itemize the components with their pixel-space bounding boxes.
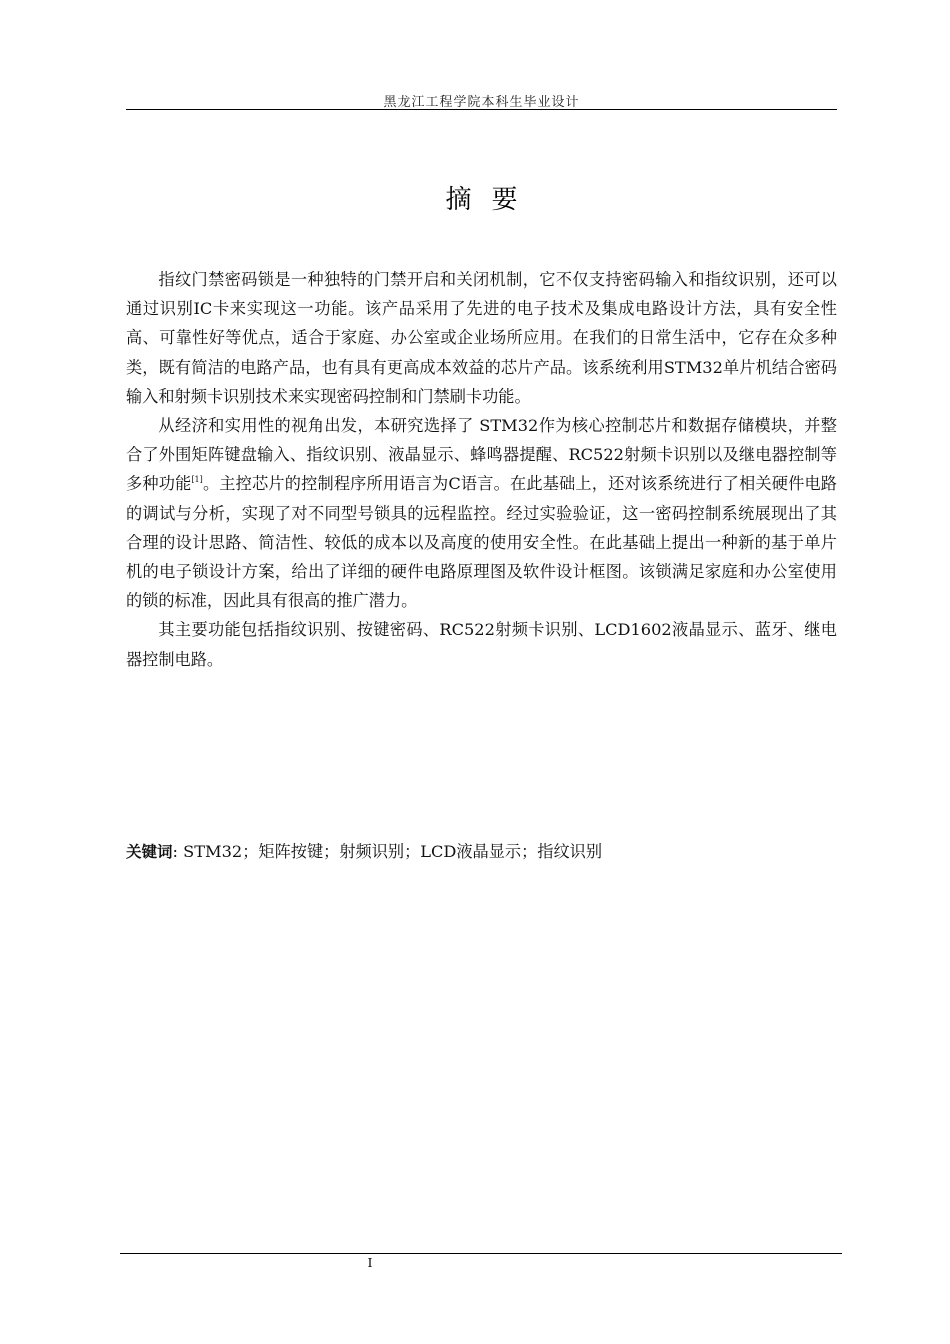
- keywords-list: STM32；矩阵按键；射频识别；LCD液晶显示；指纹识别: [183, 842, 603, 861]
- keywords-line: [126, 837, 837, 867]
- abstract-paragraph-2-text-a: 从经济和实用性的视角出发，本研究选择了 STM32作为核心控制芯片和数据存储模块，并整合了外围矩阵键盘输入、指纹识别、液晶显示、蜂鸣器提醒、RC522射频卡识别以及继电器控制等多种功能: [126, 416, 837, 494]
- page-title: 摘要: [445, 185, 538, 215]
- abstract-paragraph-3: 其主要功能包括指纹识别、按键密码、RC522射频卡识别、LCD1602液晶显示、蓝牙、继电器控制电路。: [126, 620, 837, 669]
- header-divider: [126, 109, 837, 110]
- keywords-separator: :: [172, 842, 178, 861]
- citation-reference: [1]: [191, 475, 203, 485]
- abstract-body: [126, 265, 837, 674]
- running-header: 黑龙江工程学院本科生毕业设计: [383, 95, 580, 110]
- page-number: I: [367, 1256, 373, 1270]
- keywords-label: 关键词: [126, 843, 173, 861]
- footer-divider: [120, 1253, 842, 1254]
- abstract-paragraph-2-text-b: 。主控芯片的控制程序所用语言为C语言。在此基础上，还对该系统进行了相关硬件电路的调试与分析，实现了对不同型号锁具的远程监控。经过实验验证，这一密码控制系统展现出了其合理的设计思路、简洁性、较低的成本以及高度的使用安全性。在此基础上提出一种新的基于单片机的电子锁设计方案，给出了详细的硬件电路原理图及软件设计框图。该锁满足家庭和办公室使用的锁的标准，因此具有很高的推广潜力。: [126, 474, 837, 611]
- abstract-paragraph-1: 指纹门禁密码锁是一种独特的门禁开启和关闭机制，它不仅支持密码输入和指纹识别，还可以通过识别IC卡来实现这一功能。该产品采用了先进的电子技术及集成电路设计方法，具有安全性高、可靠性好等优点，适合于家庭、办公室或企业场所应用。在我们的日常生活中，它存在众多种类，既有简洁的电路产品，也有具有更高成本效益的芯片产品。该系统利用STM32单片机结合密码输入和射频卡识别技术来实现密码控制和门禁刷卡功能。: [126, 270, 837, 406]
- abstract-paragraph-2: [126, 411, 837, 615]
